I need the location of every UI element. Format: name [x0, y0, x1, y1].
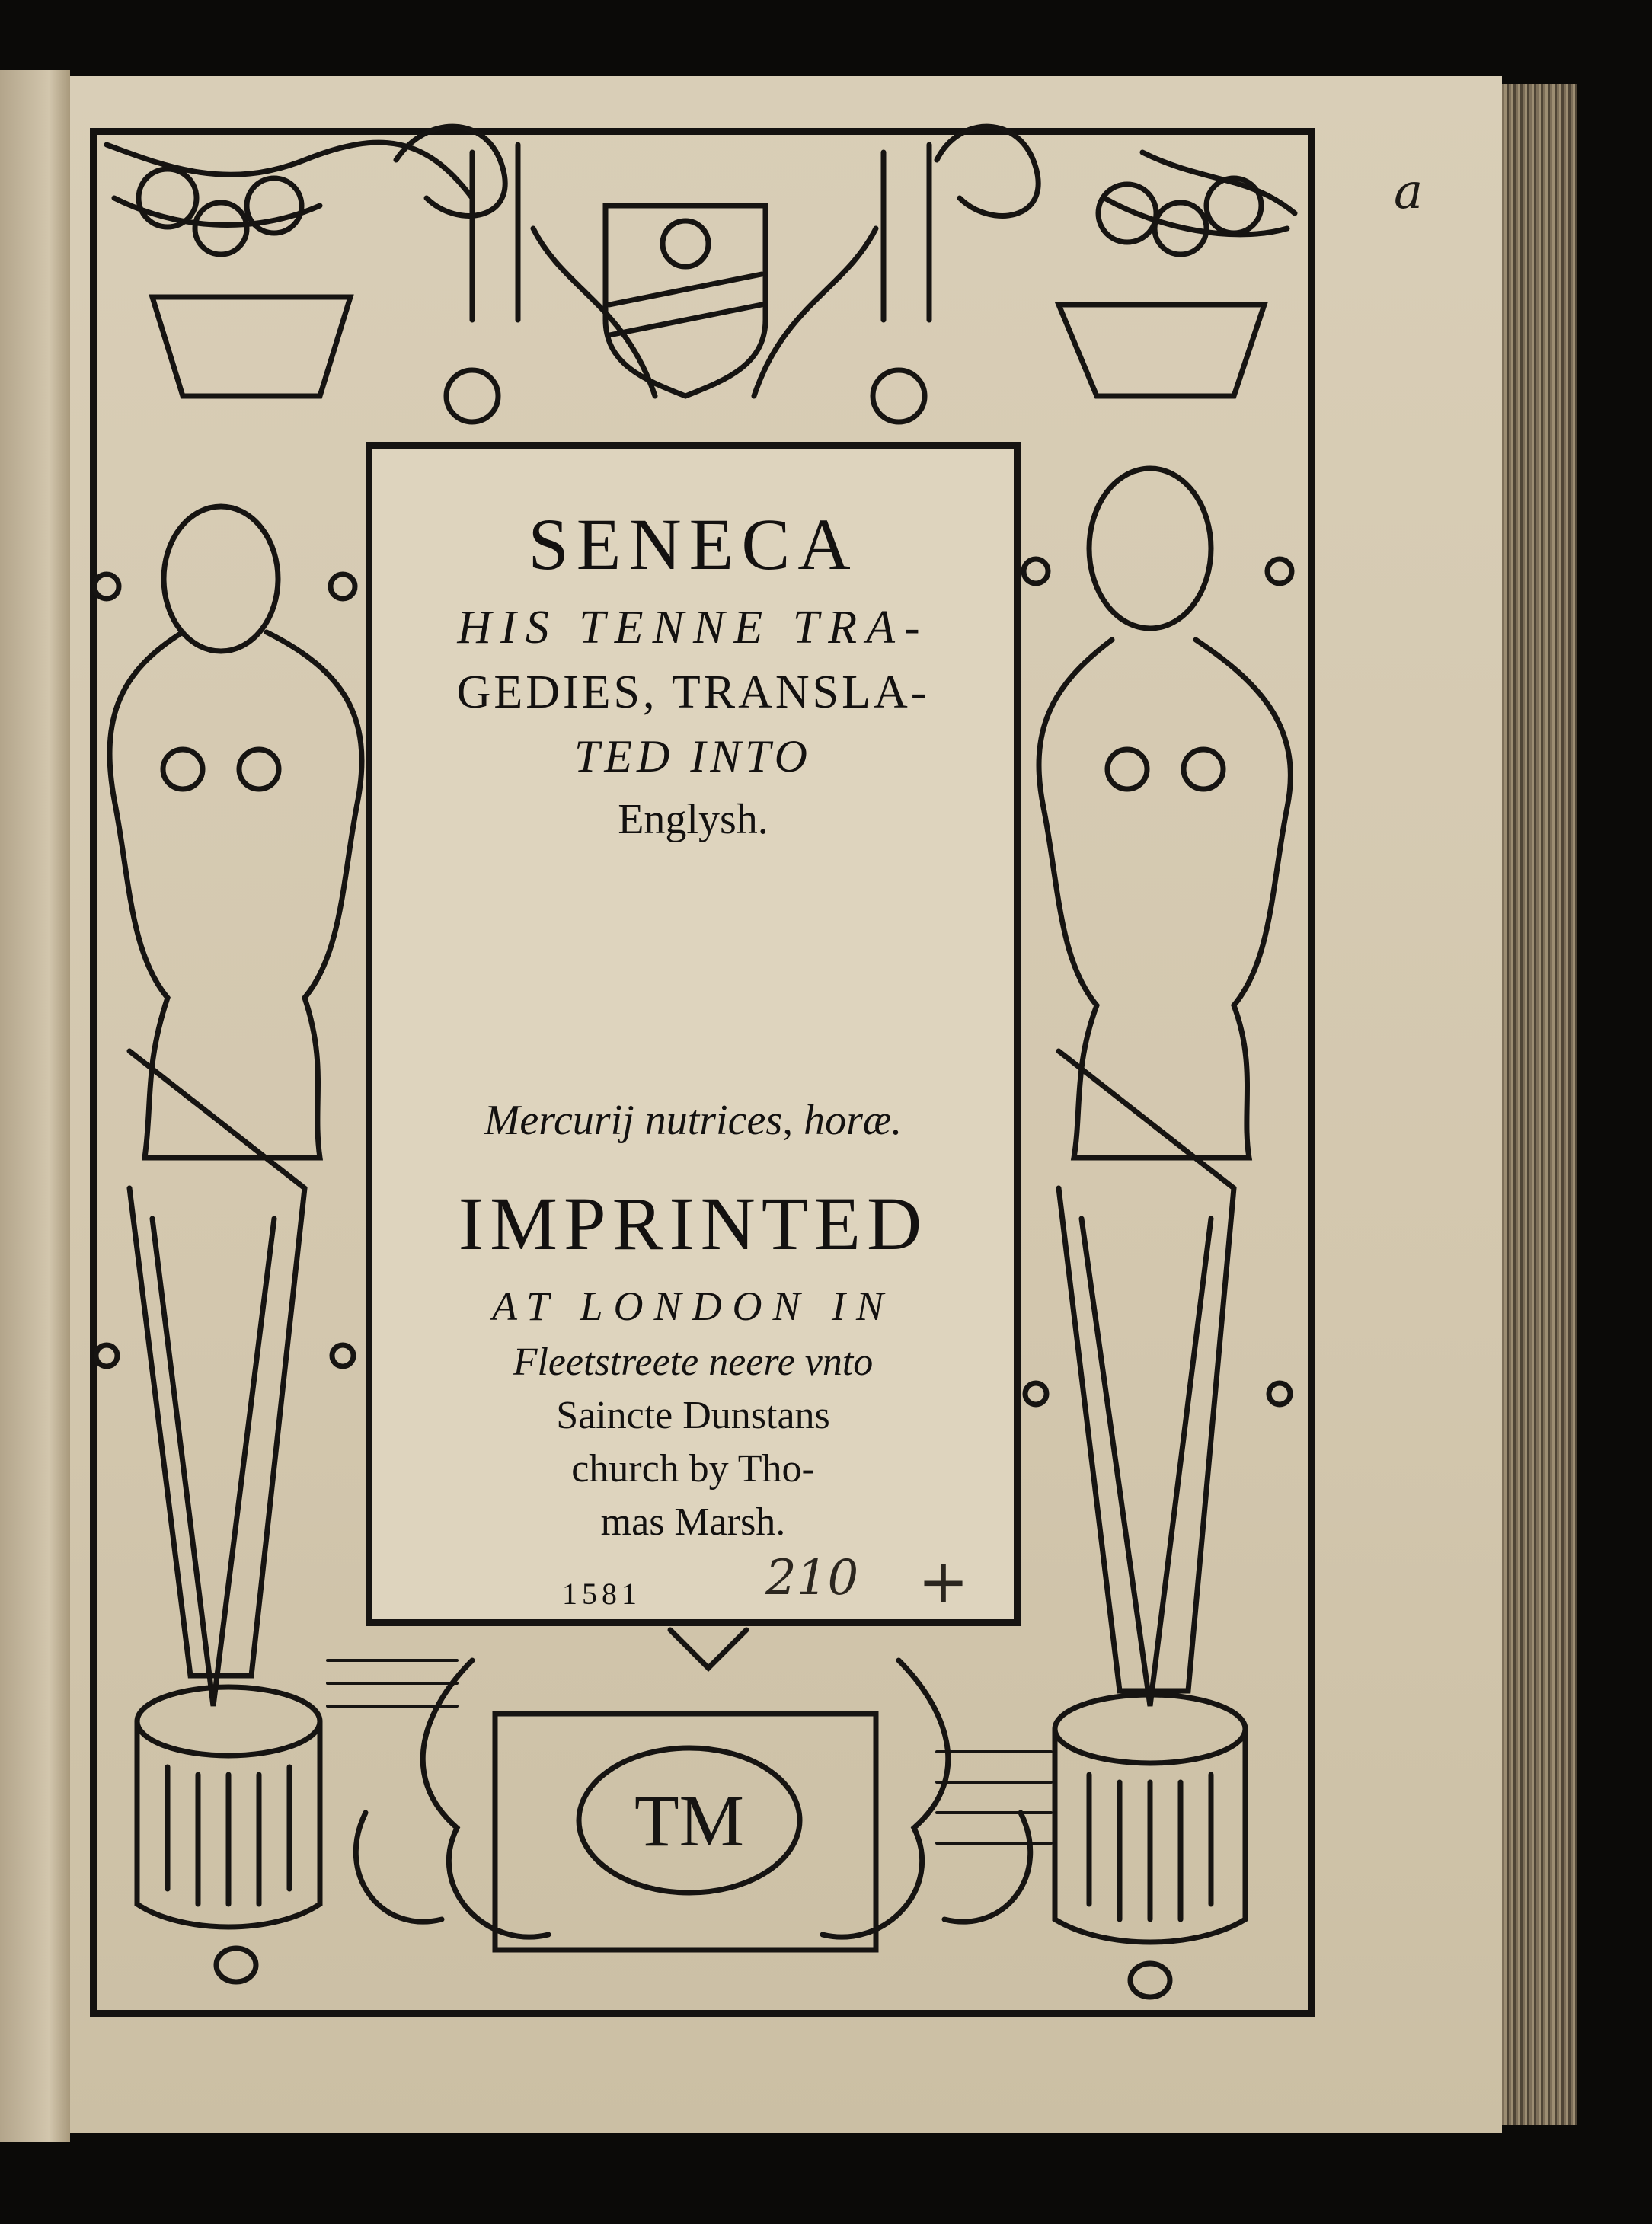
imprint-line-3: Fleetstreete neere vnto: [513, 1340, 874, 1384]
imprint-line-6: mas Marsh.: [600, 1500, 786, 1544]
publication-year: 1581: [562, 1577, 641, 1611]
printer-motto: Mercurij nutrices, horæ.: [484, 1097, 903, 1144]
imprint-line-4: Saincte Dunstans: [556, 1394, 830, 1437]
subtitle-line-3: TED INTO: [574, 731, 812, 781]
handwritten-plus-mark: +: [918, 1546, 970, 1617]
subtitle-line-2: GEDIES, TRANSLA-: [456, 666, 930, 718]
right-caryatid-figure: [1024, 468, 1292, 1706]
left-pedestal: [137, 1687, 320, 1982]
left-caryatid-figure: [94, 506, 362, 1706]
imprint-heading: IMPRINTED: [458, 1181, 928, 1266]
cartouche-monogram: TM: [634, 1780, 744, 1861]
right-pedestal: [1055, 1695, 1245, 1997]
handwritten-shelf-number: 210: [765, 1550, 859, 1606]
grape-bunch-right: [873, 370, 925, 422]
imprint-line-5: church by Tho-: [571, 1447, 815, 1491]
handwritten-corner-mark: a: [1394, 164, 1424, 220]
coat-of-arms-shield: [606, 206, 765, 396]
imprint-line-2: AT LONDON IN: [491, 1283, 895, 1329]
fruit-basket-right: [1059, 178, 1264, 396]
subtitle-line-4: Englysh.: [618, 796, 768, 843]
grape-bunch-left: [446, 370, 498, 422]
subtitle-line-1: HIS TENNE TRA-: [457, 602, 929, 653]
fruit-basket-left: [139, 169, 350, 396]
book-title: SENECA: [528, 503, 858, 585]
title-text-panel: [366, 442, 1021, 1626]
